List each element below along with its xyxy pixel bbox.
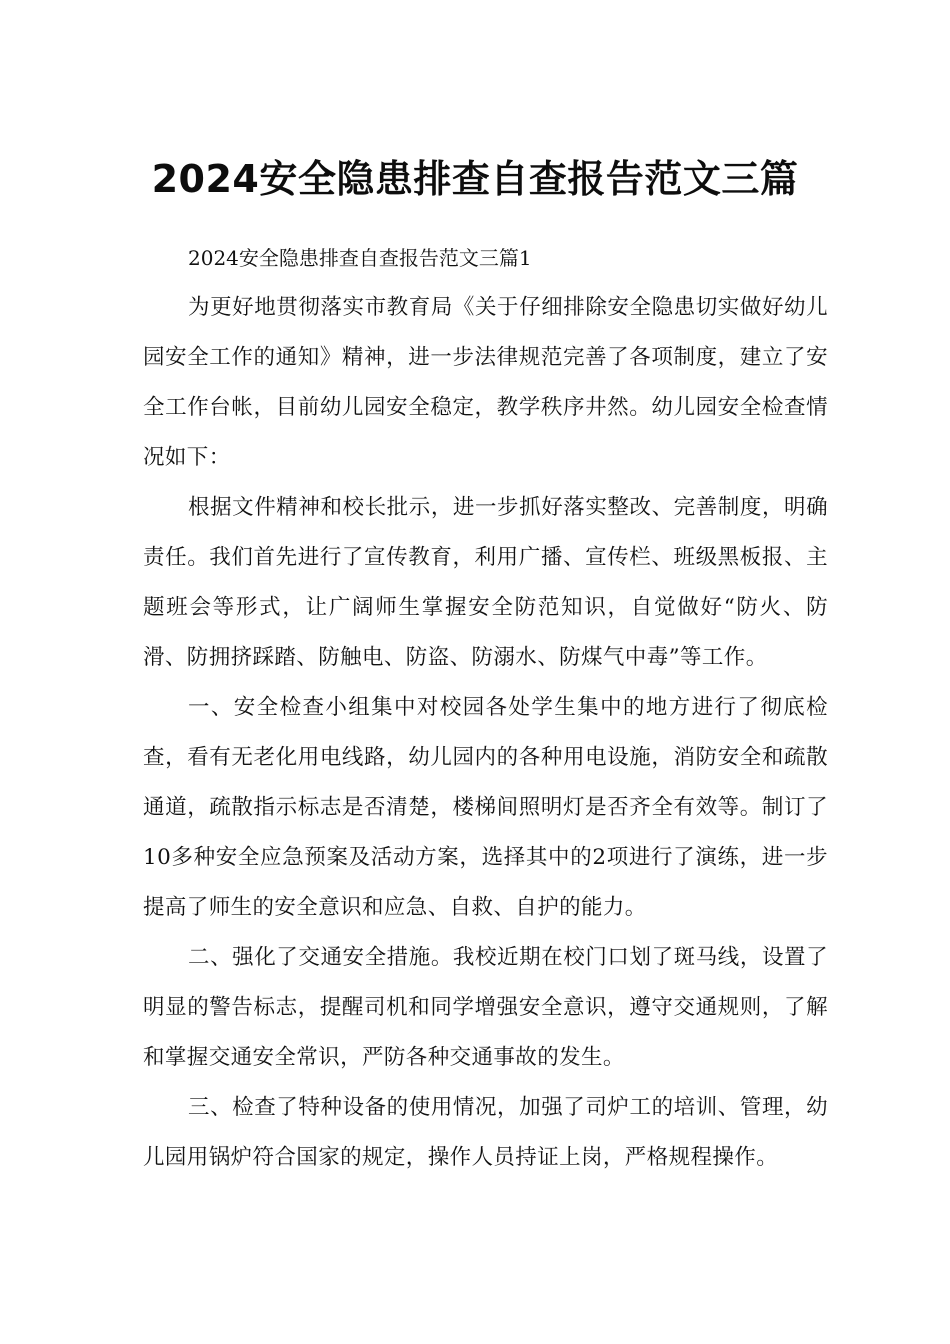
paragraph-item-three: 三、检查了特种设备的使用情况，加强了司炉工的培训、管理，幼儿园用锅炉符合国家的规定，操作人员持证上岗，严格规程操作。: [143, 1095, 828, 1170]
paragraph-item-one: 一、安全检查小组集中对校园各处学生集中的地方进行了彻底检查，看有无老化用电线路，幼儿园内的各种用电设施，消防安全和疏散通道，疏散指示标志是否清楚，楼梯间照明灯是否齐全有效等。制订了10多种安全应急预案及活动方案，选择其中的2项进行了演练，进一步提高了师生的安全意识和应急、自救、自护的能力。: [143, 695, 828, 920]
paragraph-publicity: 根据文件精神和校长批示，进一步抓好落实整改、完善制度，明确责任。我们首先进行了宣传教育，利用广播、宣传栏、班级黑板报、主题班会等形式，让广阔师生掌握安全防范知识，自觉做好“防火、防滑、防拥挤踩踏、防触电、防盗、防溺水、防煤气中毒”等工作。: [143, 495, 828, 670]
paragraph-item-two: 二、强化了交通安全措施。我校近期在校门口划了斑马线，设置了明显的警告标志，提醒司机和同学增强安全意识，遵守交通规则，了解和掌握交通安全常识，严防各种交通事故的发生。: [143, 945, 828, 1070]
document-body: [143, 233, 828, 1183]
paragraph-intro: 为更好地贯彻落实市教育局《关于仔细排除安全隐患切实做好幼儿园安全工作的通知》精神，进一步法律规范完善了各项制度，建立了安全工作台帐，目前幼儿园安全稳定，教学秩序井然。幼儿园安全检查情况如下：: [143, 295, 828, 470]
document-title: 2024安全隐患排查自查报告范文三篇: [151, 157, 799, 202]
section-heading: 2024安全隐患排查自查报告范文三篇1: [188, 246, 532, 270]
